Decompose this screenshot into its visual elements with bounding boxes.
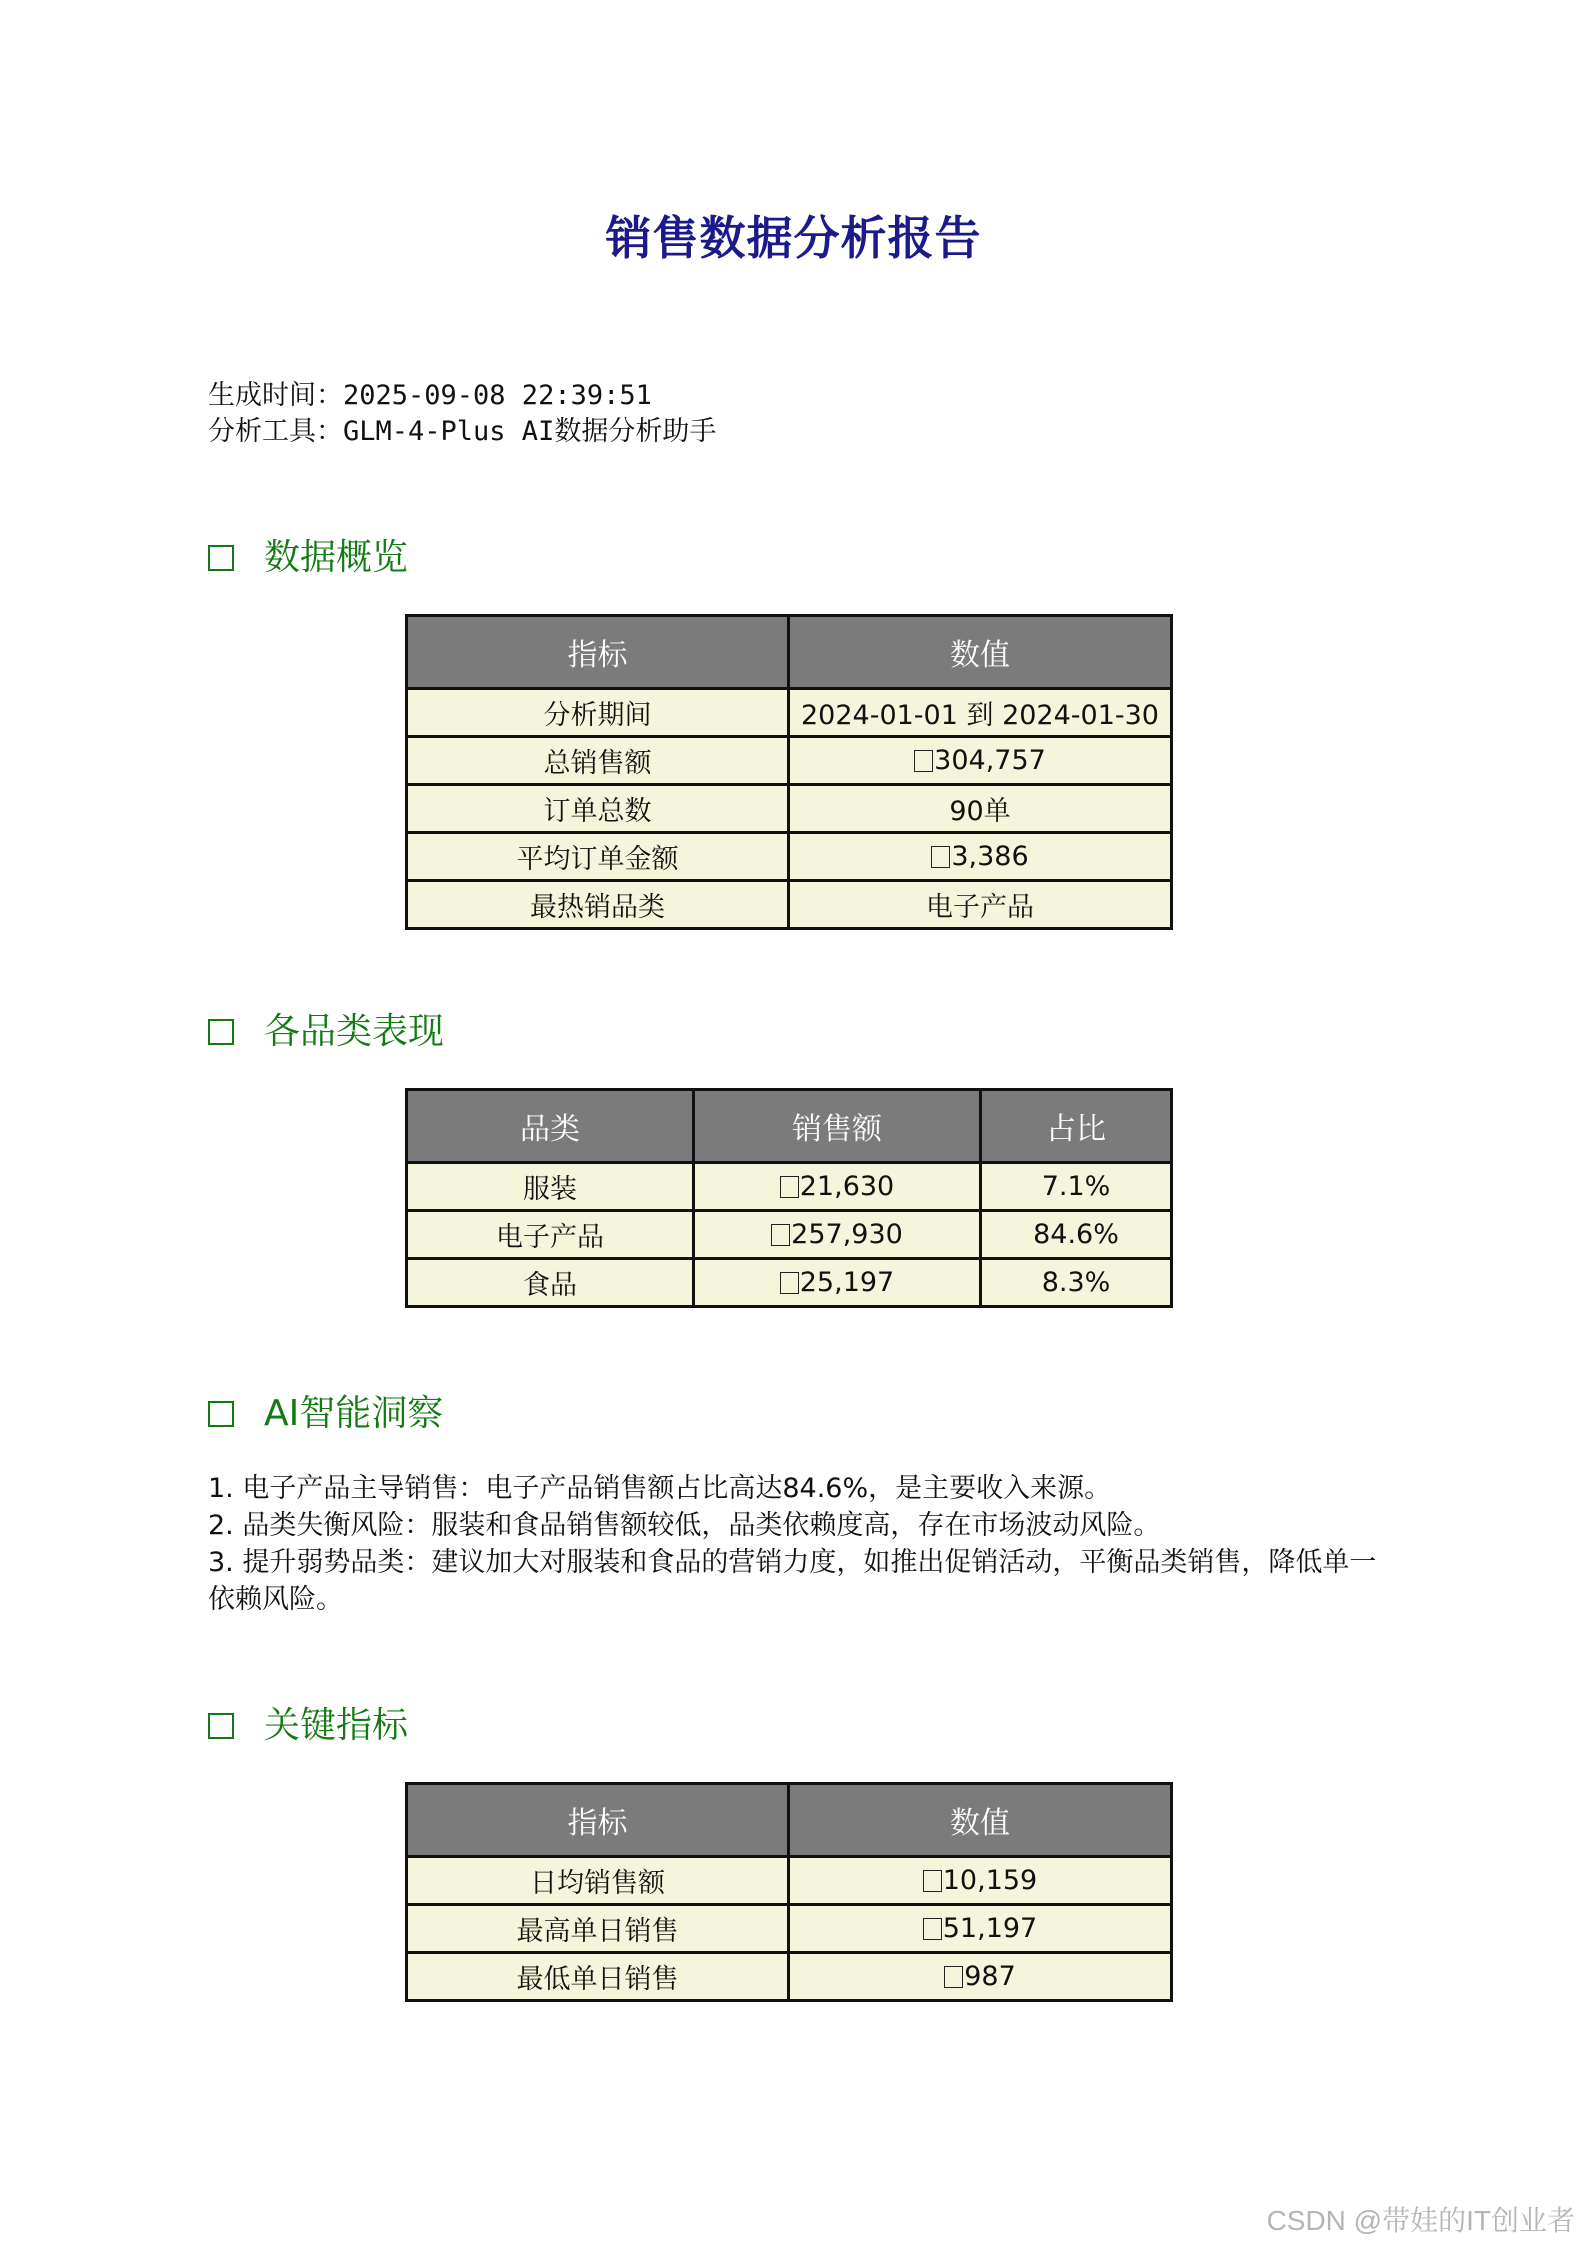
metric-value: 987 — [964, 1961, 1016, 1992]
checkbox-icon — [208, 1019, 234, 1045]
table-row — [407, 1259, 1172, 1307]
column-header: 指标 — [407, 616, 789, 689]
column-header: 销售额 — [694, 1090, 981, 1163]
generated-time: 生成时间：2025-09-08 22:39:51 — [208, 380, 652, 411]
insight-item: 3. 提升弱势品类：建议加大对服装和食品的营销力度，如推出促销活动，平衡品类销售，降低单一依赖风险。 — [208, 1547, 1377, 1615]
watermark: CSDN @带娃的IT创业者 — [1266, 2205, 1575, 2236]
metric-label: 订单总数 — [407, 785, 789, 833]
table-row — [407, 1163, 1172, 1211]
column-header: 数值 — [789, 1784, 1172, 1857]
currency-symbol-icon — [944, 1966, 963, 1988]
metric-value: 3,386 — [951, 841, 1029, 872]
category-share: 84.6% — [981, 1211, 1172, 1259]
metric-value: 电子产品 — [789, 881, 1172, 929]
category-name: 服装 — [407, 1163, 694, 1211]
section-title: 数据概览 — [264, 537, 409, 578]
metric-label: 最高单日销售 — [407, 1905, 789, 1953]
category-name: 食品 — [407, 1259, 694, 1307]
metric-value-cell — [789, 737, 1172, 785]
section-title: 各品类表现 — [264, 1011, 445, 1052]
table-row — [407, 737, 1172, 785]
currency-symbol-icon — [931, 846, 950, 868]
section-heading-kpi — [208, 1702, 408, 1750]
table-header-row — [407, 1784, 1172, 1857]
metric-value: 10,159 — [942, 1865, 1038, 1896]
category-sales: 25,197 — [799, 1267, 895, 1298]
section-heading-categories — [208, 1008, 444, 1056]
column-header: 指标 — [407, 1784, 789, 1857]
insight-item: 1. 电子产品主导销售：电子产品销售额占比高达84.6%，是主要收入来源。 — [208, 1473, 1112, 1504]
metric-value-cell — [789, 1857, 1172, 1905]
metric-value-cell — [789, 833, 1172, 881]
section-title: 关键指标 — [264, 1705, 409, 1746]
metric-value-cell — [789, 1905, 1172, 1953]
metric-value-cell — [789, 1953, 1172, 2001]
category-table — [405, 1088, 1173, 1308]
category-sales-cell — [694, 1259, 981, 1307]
analysis-tool: 分析工具：GLM-4-Plus AI数据分析助手 — [208, 416, 717, 447]
metric-label: 总销售额 — [407, 737, 789, 785]
section-heading-insights — [208, 1390, 443, 1438]
category-sales: 21,630 — [799, 1171, 895, 1202]
currency-symbol-icon — [923, 1870, 942, 1892]
metric-label: 分析期间 — [407, 689, 789, 737]
section-title: AI智能洞察 — [264, 1393, 444, 1434]
category-sales-cell — [694, 1163, 981, 1211]
metric-value: 90单 — [789, 785, 1172, 833]
currency-symbol-icon — [780, 1272, 799, 1294]
metric-value: 2024-01-01 到 2024-01-30 — [789, 689, 1172, 737]
table-header-row — [407, 616, 1172, 689]
metric-value: 51,197 — [942, 1913, 1038, 1944]
metric-label: 最热销品类 — [407, 881, 789, 929]
category-name: 电子产品 — [407, 1211, 694, 1259]
currency-symbol-icon — [923, 1918, 942, 1940]
checkbox-icon — [208, 545, 234, 571]
insights-list — [208, 1470, 1388, 1618]
table-header-row — [407, 1090, 1172, 1163]
category-sales: 257,930 — [791, 1219, 903, 1250]
table-row — [407, 1905, 1172, 1953]
metric-label: 日均销售额 — [407, 1857, 789, 1905]
overview-table — [405, 614, 1173, 930]
metric-label: 最低单日销售 — [407, 1953, 789, 2001]
insight-item: 2. 品类失衡风险：服装和食品销售额较低，品类依赖度高，存在市场波动风险。 — [208, 1510, 1161, 1541]
table-row — [407, 833, 1172, 881]
kpi-table — [405, 1782, 1173, 2002]
column-header: 品类 — [407, 1090, 694, 1163]
table-row — [407, 881, 1172, 929]
currency-symbol-icon — [914, 750, 933, 772]
currency-symbol-icon — [771, 1224, 790, 1246]
column-header: 数值 — [789, 616, 1172, 689]
currency-symbol-icon — [780, 1176, 799, 1198]
checkbox-icon — [208, 1401, 234, 1427]
table-row — [407, 1953, 1172, 2001]
category-share: 8.3% — [981, 1259, 1172, 1307]
metric-label: 平均订单金额 — [407, 833, 789, 881]
checkbox-icon — [208, 1713, 234, 1739]
table-row — [407, 785, 1172, 833]
table-row — [407, 1857, 1172, 1905]
metric-value: 304,757 — [934, 745, 1046, 776]
table-row — [407, 1211, 1172, 1259]
column-header: 占比 — [981, 1090, 1172, 1163]
page-title: 销售数据分析报告 — [605, 211, 982, 265]
category-share: 7.1% — [981, 1163, 1172, 1211]
category-sales-cell — [694, 1211, 981, 1259]
section-heading-overview — [208, 534, 408, 582]
table-row — [407, 689, 1172, 737]
